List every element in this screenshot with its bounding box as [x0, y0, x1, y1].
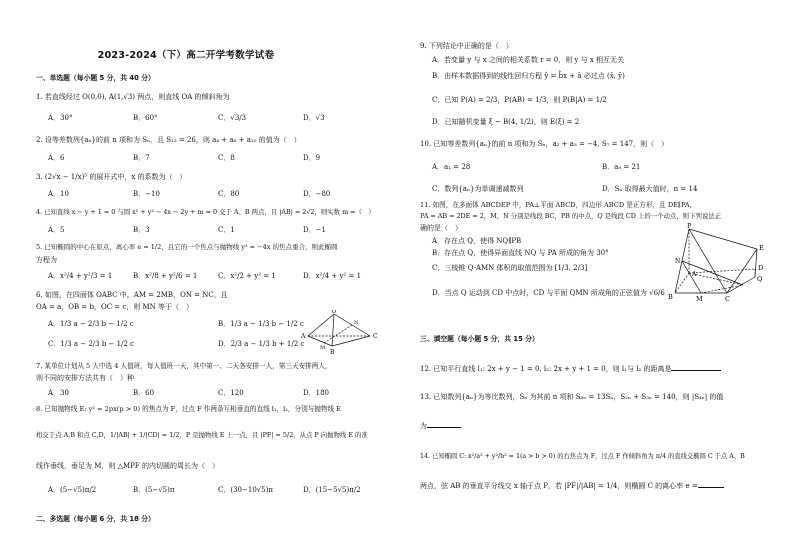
label-d: D: [758, 264, 764, 272]
label-b: B: [330, 349, 335, 356]
question-6-line1: 6. 如图，在四面体 OABC 中，AM = 2MB，ON = NC，且: [36, 291, 228, 299]
question-10-options-row1: [432, 163, 775, 173]
question-12: [420, 364, 775, 375]
left-column: [36, 0, 388, 549]
option-d: D．2/3 a − 1/3 b + 1/2 c: [218, 340, 305, 348]
question-11-line1: 11. 如图，在多面体 ABCDEP 中，PA⊥平面 ABCD，四边形 ABCD 是正方形，且 DE∥PA，: [420, 201, 697, 209]
option-c: C．8: [218, 154, 235, 162]
question-9: 9. 下列结论中正确的是（ ）: [420, 42, 513, 50]
option-b: B．3: [133, 226, 150, 234]
option-a: A．x²/4 + y²/3 = 1: [48, 272, 113, 280]
label-m: M: [696, 295, 703, 303]
option-b: B．60°: [133, 114, 158, 122]
option-c: C．80: [218, 190, 240, 198]
label-m: M: [320, 345, 326, 351]
question-8-line2: 相交于点 A,B 和点 C,D，1/|AB| + 1/|CD| = 1/2，P 是抛物线 E 上一点，且 |PF| = 5/2，从点 P 向抛物线 E 的准: [36, 431, 368, 439]
option-d: D．−1: [303, 226, 326, 234]
question-2: 2. 设等差数列{aₙ}的前 n 项和为 Sₙ，且 S₁₃ = 26，则 a₄ + a₆ + a₁₀ 的值为（ ）: [36, 136, 301, 144]
option-d: D．x²/4 + y² = 1: [303, 272, 362, 280]
option-b: B．7: [133, 154, 150, 162]
question-13-line2: [420, 421, 775, 432]
label-a: A: [301, 333, 306, 340]
label-q: Q: [757, 275, 763, 283]
label-n: N: [675, 258, 681, 265]
option-a: A．5: [48, 226, 65, 234]
option-b: B．(5−√5)π: [133, 486, 175, 494]
option-d: D．−80: [303, 190, 331, 198]
question-1: 1. 若直线经过 O(0,0), A(1,√3) 两点，则直线 OA 的倾斜角为: [36, 93, 230, 101]
question-7-line2: 则不同的安排方法共有（ ）种: [36, 374, 134, 382]
question-11-option-a: A．存在点 Q，使得 NQ∥PB: [432, 237, 522, 245]
option-a: A．30°: [48, 114, 73, 122]
question-4-options: [48, 226, 388, 236]
answer-blank-13[interactable]: [427, 421, 461, 428]
option-c: C．(30−10√5)π: [218, 486, 274, 494]
question-10-options-row2: [432, 185, 775, 195]
question-11-line2: PA = AB = 2DE = 2，M，N 分别是线段 BC，PB 的中点，Q 是线段 CD 上的一个动点，则下列说法正: [420, 212, 722, 220]
option-d: D．180: [303, 389, 329, 397]
option-a: A．(5−√5)π/2: [48, 486, 97, 494]
label-b: B: [668, 293, 673, 301]
option-a: A．30: [48, 389, 69, 397]
right-column: [420, 0, 775, 549]
question-8-line1: 8. 已知抛物线 E: y² = 2px(p > 0) 的焦点为 F，过点 F 作两条互相垂直的直线 l₁，l₂，分别与抛物线 E: [36, 405, 341, 413]
question-9-option-c: C．已知 P(A) = 2/3，P(AB) = 1/3，则 P(B|A) = 1/2: [432, 96, 607, 104]
label-a: A: [692, 271, 697, 278]
option-c: C．x²/2 + y² = 1: [218, 272, 276, 280]
question-12-text: 12. 已知平行直线 l₁: 2x + y − 1 = 0, l₂: 2x + y + 1 = 0，则 l₁与 l₂ 的距离是: [420, 365, 672, 373]
question-11-option-b: B．存在点 Q，使得异面直线 NQ 与 PA 所成的角为 30°: [432, 249, 609, 257]
option-d: D．(15−5√5)π/2: [303, 486, 361, 494]
question-11-option-c: C．三棱锥 Q-AMN 体积的取值范围为 [1/3, 2/3]: [432, 264, 588, 272]
label-e: E: [759, 244, 764, 252]
question-1-options: [48, 114, 388, 124]
option-c: C．120: [218, 389, 244, 397]
answer-blank-12[interactable]: [671, 364, 721, 371]
label-o: O: [331, 310, 337, 315]
question-13-line1: 13. 已知数列{aₙ}为等比数列，Sₙ 为其前 n 项和 S₃ₙ = 13Sₙ，S₂ₙ + S₃ₙ = 140，则 |S₄ₙ| 的值: [420, 393, 724, 401]
question-9-option-a: A．若变量 y 与 x 之间的相关系数 r = 0，则 y 与 x 相互无关: [432, 56, 625, 64]
option-a: A．10: [48, 190, 69, 198]
question-11-line3: 确的是（ ）: [420, 224, 462, 232]
option-a: A．1/3 a − 2/3 b − 1/2 c: [48, 320, 134, 328]
question-9-option-b: B．由样本数据得到的线性回归方程 ŷ = b̂x + â 必过点 (x̄, ȳ): [432, 72, 625, 80]
label-n: N: [354, 320, 359, 326]
option-b: B．−10: [133, 190, 160, 198]
question-8-line3: 线作垂线，垂足为 M，则 △MPF 的内切圆的周长为（ ）: [36, 462, 219, 470]
question-5-line2: 方程为: [36, 256, 57, 264]
question-8-options: [48, 486, 388, 496]
option-d: D．√3: [303, 114, 325, 122]
question-9-option-d: D．已知随机变量 ξ ~ B(4, 1/2)，则 E(ξ) = 2: [432, 118, 580, 126]
exam-title: 2023-2024（下）高二开学考数学试卷: [97, 50, 275, 61]
option-a: A．a₁ = 28: [432, 163, 471, 171]
question-6-line2: OA = a，OB = b，OC = c，则 MN 等于（ ）: [36, 303, 194, 311]
option-d: D．9: [303, 154, 321, 162]
question-5-line1: 5. 已知椭圆的中心在原点，离心率 e = 1/2，且它的一个焦点与抛物线 y² = −4x 的焦点重合，则此椭圆: [36, 243, 338, 251]
question-3-options: [48, 190, 388, 200]
question-14-text: 两点，弦 AB 的垂直平分线交 x 轴于点 P，若 |PF|/|AB| = 1/4，则椭圆 C 的离心率 e =: [420, 482, 698, 490]
section-fill-in: 三、填空题（每小题 5 分，共 15 分）: [420, 335, 539, 343]
tetrahedron-figure: [298, 310, 388, 356]
label-p: P: [687, 222, 692, 230]
option-c: C．1: [218, 226, 235, 234]
answer-blank-14[interactable]: [698, 481, 724, 488]
question-11-option-d: D．当点 Q 运动到 CD 中点时，CD 与平面 QMN 所成角的正弦值为 √6/6: [432, 289, 665, 297]
question-14-line1: 14. 已知椭圆 C: x²/a² + y²/b² = 1(a > b > 0) 的右焦点为 F，过点 F 作倾斜角为 π/4 的直线交椭圆 C 于点 A、B: [420, 453, 745, 460]
option-d: D．Sₙ 取得最大值时，n = 14: [602, 185, 698, 193]
option-c: C．数列{aₙ}为单调递减数列: [432, 185, 524, 193]
question-3: 3. (2√x − 1/x)⁵ 的展开式中，x 的系数为（ ）: [36, 173, 187, 181]
label-c: C: [373, 333, 378, 340]
section-single-choice: 一、单选题（每小题 5 分，共 40 分）: [36, 74, 155, 82]
question-5-options: [48, 272, 388, 282]
option-c: C．√3/3: [218, 114, 247, 122]
question-13-text: 为: [420, 422, 427, 430]
question-2-options: [48, 154, 388, 164]
question-14-line2: [420, 481, 775, 492]
question-4: 4. 已知直线 x − y + 1 = 0 与圆 x² + y² − 4x − 2y + m = 0 交于 A、B 两点，且 |AB| = 2√2，则实数 m =（ ）: [36, 208, 375, 216]
section-multiple-choice: 二、多选题（每小题 6 分，共 18 分）: [36, 515, 155, 523]
question-7-options: [48, 389, 388, 399]
option-b: B．60: [133, 389, 155, 397]
polyhedron-figure: [663, 221, 775, 303]
question-7-line1: 7. 某单位计划从 5 人中选 4 人值班，每人值班一天，其中第一、二天各安排一人，第三天安排两人，: [36, 362, 332, 370]
option-b: B．1/3 a − 1/3 b − 1/2 c: [218, 320, 304, 328]
option-b: B．a₉ = 21: [602, 163, 641, 171]
question-10: 10. 已知等差数列{aₙ}的前 n 项和为 Sₙ，a₂ + a₃ = −4, S₇ = 147，则（ ）: [420, 140, 669, 148]
option-c: C．1/3 a − 2/3 b − 1/2 c: [48, 340, 135, 348]
label-c: C: [725, 295, 730, 303]
option-b: B．x²/8 + y²/6 = 1: [133, 272, 198, 280]
option-a: A．6: [48, 154, 65, 162]
